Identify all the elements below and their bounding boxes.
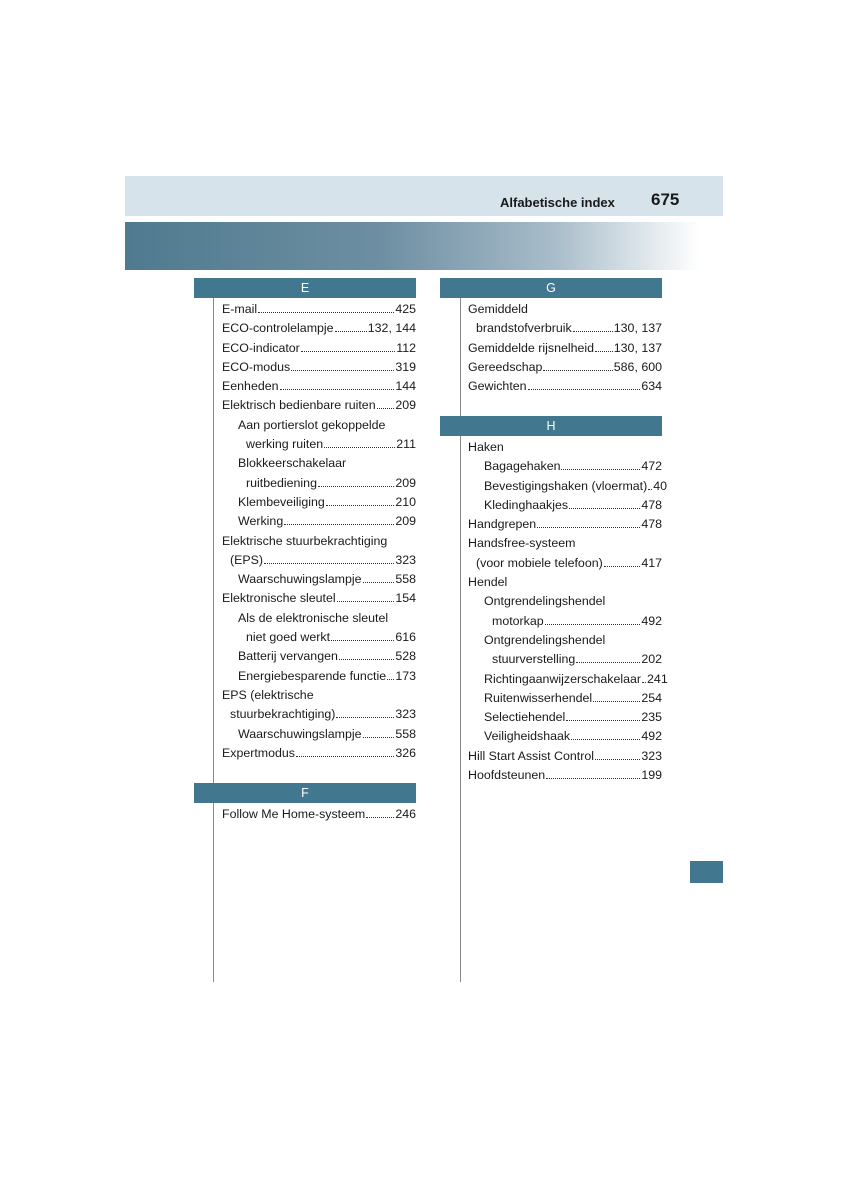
leader-dots [595,339,613,352]
entry-text: Elektronische sleutel [222,591,336,606]
leader-dots [593,689,640,702]
entry-page: 326 [395,745,416,760]
entry-page: 246 [395,807,416,821]
entry-page: 634 [641,379,662,394]
index-entry [468,438,662,457]
index-entry [468,631,662,650]
index-column-right [440,278,668,783]
leader-dots [331,628,394,641]
index-entry [222,358,416,377]
entry-text: Ontgrendelingshendel [484,632,606,647]
section-letter: E [194,278,416,298]
index-entry [468,457,662,476]
leader-dots [363,570,395,583]
index-entry [468,339,662,358]
index-entry [468,650,662,669]
index-section-e [194,278,416,763]
index-entry [468,554,662,573]
index-entry [468,766,662,785]
index-entry [222,512,416,531]
index-entry [468,477,668,496]
entry-page: 323 [395,552,416,567]
index-entry [222,589,416,608]
entry-text: Gemiddelde rijsnelheid [468,340,595,355]
entry-text: Bagagehaken [484,459,561,474]
entry-page: 425 [395,302,416,316]
entry-text: Elektrische stuurbekrachtiging [222,533,388,548]
index-entry [222,493,416,512]
leader-dots [561,457,640,470]
leader-dots [648,477,652,490]
page-number: 675 [651,190,680,209]
chapter-tab [690,861,723,883]
section-letter: F [194,783,416,803]
entry-text: Gereedschap [468,359,543,374]
leader-dots [336,705,394,718]
entry-page: 132, 144 [367,321,416,336]
index-entry [468,319,662,338]
index-entry [222,416,416,435]
index-column-left [194,278,416,821]
leader-dots [377,396,395,409]
index-entry [468,689,662,708]
index-entry [468,670,668,689]
leader-dots [543,358,612,371]
index-entry [222,744,416,763]
index-entry [222,705,416,724]
index-entry [222,319,416,338]
leader-dots [387,667,394,680]
entry-text: Follow Me Home-systeem [222,807,366,821]
entry-text: Eenheden [222,379,279,394]
entry-page: 130, 137 [613,321,662,336]
entry-text: stuurverstelling [492,652,576,667]
entry-page: 209 [395,398,416,413]
index-entry [222,609,416,628]
entry-page: 154 [395,591,416,606]
leader-dots [595,747,640,760]
entry-page: 235 [641,710,662,725]
entry-text: Hendel [468,575,508,590]
index-entry [468,708,662,727]
entry-text: Ruitenwisserhendel [484,690,593,705]
entry-page: 492 [641,729,662,744]
index-entry [468,377,662,396]
index-entry [222,628,416,647]
entry-text: (voor mobiele telefoon) [476,555,603,570]
index-entry [468,358,662,377]
entry-text: Veiligheidshaak [484,729,571,744]
leader-dots [363,725,395,738]
entry-text: Gewichten [468,379,527,394]
entry-page: 492 [641,613,662,628]
entry-text: ECO-indicator [222,340,300,355]
entry-page: 202 [641,652,662,667]
entry-page: 209 [395,475,416,490]
leader-dots [571,727,640,740]
leader-dots [604,554,641,567]
entry-page: 319 [395,359,416,374]
entry-text: EPS (elektrische [222,687,314,702]
entry-page: 209 [395,514,416,529]
entry-page: 130, 137 [613,340,662,355]
section-letter: H [440,416,662,436]
entry-page: 472 [641,459,662,474]
index-entry [468,496,662,515]
entry-text: Klembeveiliging [238,494,325,509]
leader-dots [528,377,641,390]
entry-page: 40 [653,478,668,493]
index-entry [222,300,416,319]
index-entry [222,686,416,705]
leader-dots [337,589,395,602]
entry-text: Werking [238,514,284,529]
entry-page: 241 [647,671,668,686]
index-entry [222,339,416,358]
index-section-h [440,416,668,785]
leader-dots [264,551,394,564]
entry-text: ECO-modus [222,359,291,374]
entry-page: 144 [395,379,416,394]
leader-dots [569,496,640,509]
entry-text: Expertmodus [222,745,296,760]
index-entry [468,727,662,746]
entry-page: 558 [395,572,416,587]
leader-dots [318,474,394,487]
index-entry [222,396,416,415]
entry-text: Als de elektronische sleutel [238,610,389,625]
index-entry [468,612,662,631]
index-entry [222,454,416,473]
entry-page: 210 [395,494,416,509]
entry-page: 586, 600 [613,359,662,374]
entry-page: 323 [641,748,662,763]
index-entry [468,534,662,553]
entry-text: Energiebesparende functie [238,668,387,683]
entry-text: Haken [468,440,504,454]
index-entry [222,474,416,493]
index-entry [222,647,416,666]
leader-dots [335,319,367,332]
leader-dots [576,650,640,663]
index-entry [222,667,416,686]
leader-dots [258,300,394,313]
index-section-g [440,278,662,396]
leader-dots [291,358,394,371]
leader-dots [339,647,394,660]
entry-text: niet goed werkt [246,630,331,645]
section-title: Alfabetische index [500,195,615,210]
header-bar [125,176,723,216]
leader-dots [326,493,395,506]
index-entry [222,551,416,570]
index-entry [468,573,662,592]
entry-page: 616 [395,630,416,645]
entry-page: 199 [641,768,662,783]
entry-page: 173 [395,668,416,683]
entry-text: Elektrisch bedienbare ruiten [222,398,376,413]
leader-dots [301,339,395,352]
entry-page: 528 [395,649,416,664]
entry-page: 478 [641,517,662,532]
entry-text: Bevestigingshaken (vloermat) [484,478,648,493]
entry-text: Handsfree-systeem [468,536,576,551]
leader-dots [537,515,640,528]
leader-dots [284,512,394,525]
index-entry [468,592,662,611]
entry-page: 112 [396,340,416,355]
entry-text: brandstofverbruik [476,321,572,336]
entry-text: Batterij vervangen [238,649,338,664]
entry-text: (EPS) [230,552,264,567]
leader-dots [545,612,641,625]
index-entry [222,435,416,454]
index-entry [222,725,416,744]
entry-text: Gemiddeld [468,302,528,316]
entry-text: Ontgrendelingshendel [484,594,606,609]
entry-text: werking ruiten [246,437,324,452]
entry-page: 211 [396,437,416,452]
entry-text: Handgrepen [468,517,537,532]
leader-dots [296,744,394,757]
entry-text: E-mail [222,302,258,316]
entry-text: stuurbekrachtiging) [230,707,336,722]
entry-text: Hill Start Assist Control [468,748,595,763]
entry-text: ruitbediening [246,475,317,490]
section-letter: G [440,278,662,298]
entry-text: Blokkeerschakelaar [238,456,347,471]
leader-dots [642,670,646,683]
entry-text: Waarschuwingslampje [238,726,362,741]
entry-text: Kledinghaakjes [484,497,569,512]
index-entry [222,570,416,589]
index-entry [222,805,416,824]
entry-page: 558 [395,726,416,741]
index-entry [468,747,662,766]
entry-text: Richtingaanwijzerschakelaar [484,671,642,686]
entry-text: Hoofdsteunen [468,768,546,783]
entry-text: motorkap [492,613,544,628]
index-entry [222,377,416,396]
entry-text: Aan portierslot gekoppelde [238,417,386,432]
entry-text: ECO-controlelampje [222,321,334,336]
leader-dots [366,805,394,818]
decorative-banner [125,222,700,270]
index-section-f [194,783,416,824]
index-entry [468,300,662,319]
entry-page: 254 [641,690,662,705]
entry-page: 417 [641,555,662,570]
leader-dots [566,708,640,721]
leader-dots [280,377,395,390]
index-entry [468,515,662,534]
index-entry [222,532,416,551]
entry-text: Selectiehendel [484,710,566,725]
entry-page: 323 [395,707,416,722]
leader-dots [573,319,613,332]
leader-dots [324,435,395,448]
leader-dots [546,766,640,779]
entry-page: 478 [641,497,662,512]
entry-text: Waarschuwingslampje [238,572,362,587]
